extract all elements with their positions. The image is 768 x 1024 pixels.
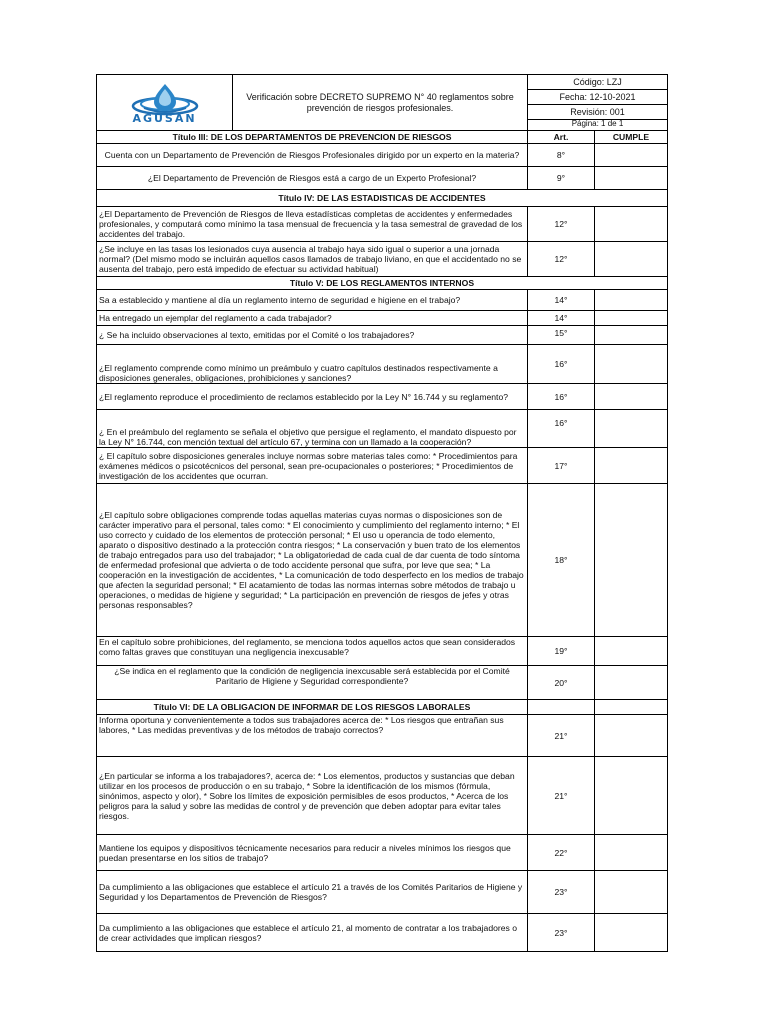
cumple-cell[interactable] xyxy=(595,448,668,484)
section-title-v: Título V: DE LOS REGLAMENTOS INTERNOS xyxy=(97,277,668,290)
question-text: ¿El Departamento de Prevención de Riesgos de lleva estadísticas completas de accidentes y enfermedades profesionales, y computará como mínimo la tasa mensual de frecuencia y la tasa semestral de gravedad de los accidentes del trabajo. xyxy=(97,207,528,242)
article-number: 16° xyxy=(528,345,595,384)
question-text: ¿Se incluye en las tasas los lesionados cuya ausencia al trabajo haya sido igual o superior a una jornada normal? (Del mismo modo se incluirán aquellos casos llamados de trabajo liviano, en que el accidentado no se ausenta del trabajo, pero está impedido de efectuar su actividad habitual) xyxy=(97,242,528,277)
cumple-cell[interactable] xyxy=(595,384,668,410)
document-title: Verificación sobre DECRETO SUPREMO N° 40 reglamentos sobre prevención de riesgos profesionales. xyxy=(233,75,528,131)
cumple-cell[interactable] xyxy=(595,484,668,637)
question-text: ¿El reglamento comprende como mínimo un preámbulo y cuatro capítulos destinados respectivamente a disposiciones generales, obligaciones, prohibiciones y sanciones? xyxy=(97,345,528,384)
question-text: Ha entregado un ejemplar del reglamento a cada trabajador? xyxy=(97,311,528,326)
cumple-cell[interactable] xyxy=(595,345,668,384)
question-text: ¿En particular se informa a los trabajadores?, acerca de: * Los elementos, productos y sustancias que deban utilizar en los procesos de producción o en su trabajo, * Sobre la identificación de los mismos (fórmula, sinónimos, aspecto y olor), * Sobre los límites de exposición permisibles de esos productos, * Acerca de los peligros para la salud y sobre las medidas de control y de prevención que deben adoptar para evitar tales riesgos. xyxy=(97,757,528,835)
question-text: Sa a establecido y mantiene al día un reglamento interno de seguridad e higiene en el trabajo? xyxy=(97,290,528,311)
article-number: 12° xyxy=(528,207,595,242)
water-drop-logo-icon xyxy=(130,82,200,116)
question-text: ¿ Se ha incluido observaciones al texto, emitidas por el Comité o los trabajadores? xyxy=(97,326,528,345)
cumple-cell[interactable] xyxy=(595,757,668,835)
question-text: ¿El Departamento de Prevención de Riesgos está a cargo de un Experto Profesional? xyxy=(97,167,528,190)
section-title-iii: Título III: DE LOS DEPARTAMENTOS DE PREVENCION DE RIESGOS xyxy=(97,131,528,144)
question-text: ¿El capítulo sobre obligaciones comprende todas aquellas materias cuyas normas o disposiciones son de carácter imperativo para el personal, tales como: * El conocimiento y cumplimiento del reglamento interno; * El uso correcto y cuidado de los elementos de protección personal; * El uso u operancia de todo elemento, aparato o dispositivo destinado a la protección contra riesgos; * La conservación y buen trato de los elementos de trabajo entregados para uso del trabajador; * La obligatoriedad de cada cual de dar cuenta de todo síntoma de enfermedad profesional que advierta o de todo accidente personal que sufra, por leve que sea; * La cooperación en la investigación de accidentes, * La comunicación de todo desperfecto en los medios de trabajo que afecten la seguridad personal; * El acatamiento de todas las normas internas sobre métodos de trabajo u operaciones, o medidas de higiene y seguridad; * La participación en prevención de riesgos de jefes y otras personas responsables? xyxy=(97,484,528,637)
cumple-cell[interactable] xyxy=(595,167,668,190)
cumple-cell[interactable] xyxy=(595,144,668,167)
article-number: 23° xyxy=(528,914,595,952)
cumple-cell[interactable] xyxy=(595,666,668,700)
question-text: En el capítulo sobre prohibiciones, del reglamento, se menciona todos aquellos actos que sean considerados como faltas graves que constituyan una negligencia inexcusable? xyxy=(97,637,528,666)
article-number: 14° xyxy=(528,311,595,326)
cumple-cell[interactable] xyxy=(595,871,668,914)
cumple-cell[interactable] xyxy=(595,242,668,277)
logo-text: AGUSAN xyxy=(132,111,197,125)
fecha-field: Fecha: 12-10-2021 xyxy=(528,90,668,105)
article-number: 17° xyxy=(528,448,595,484)
article-number: 23° xyxy=(528,871,595,914)
cumple-cell[interactable] xyxy=(595,835,668,871)
cumple-cell[interactable] xyxy=(595,410,668,448)
article-number: 19° xyxy=(528,637,595,666)
question-text: Da cumplimiento a las obligaciones que establece el artículo 21 a través de los Comités Paritarios de Higiene y Seguridad y los Departamentos de Prevención de Riesgos? xyxy=(97,871,528,914)
logo-cell xyxy=(97,75,233,131)
cumple-column-header: CUMPLE xyxy=(595,131,668,144)
article-number: 20° xyxy=(528,666,595,700)
article-number: 21° xyxy=(528,715,595,757)
codigo-field: Código: LZJ xyxy=(528,75,668,90)
article-number: 18° xyxy=(528,484,595,637)
article-number: 16° xyxy=(528,384,595,410)
cumple-cell[interactable] xyxy=(595,207,668,242)
art-column-header: Art. xyxy=(528,131,595,144)
company-logo xyxy=(97,82,232,124)
cumple-cell[interactable] xyxy=(595,326,668,345)
article-number: 16° xyxy=(528,410,595,448)
cumple-cell[interactable] xyxy=(595,311,668,326)
pagina-field: Página: 1 de 1 xyxy=(528,120,668,131)
question-text: ¿El reglamento reproduce el procedimiento de reclamos establecido por la Ley N° 16.744 y su reglamento? xyxy=(97,384,528,410)
article-number: 9° xyxy=(528,167,595,190)
cumple-cell[interactable] xyxy=(595,715,668,757)
cumple-cell[interactable] xyxy=(595,637,668,666)
article-number: 12° xyxy=(528,242,595,277)
question-text: Cuenta con un Departamento de Prevención de Riesgos Profesionales dirigido por un experto en la materia? xyxy=(97,144,528,167)
article-number: 22° xyxy=(528,835,595,871)
section-title-vi: Título VI: DE LA OBLIGACION DE INFORMAR DE LOS RIESGOS LABORALES xyxy=(97,700,528,715)
question-text: ¿ El capítulo sobre disposiciones generales incluye normas sobre materias tales como: * Procedimientos para exámenes médicos o psicotécnicos del personal, sean pre-ocupacionales o posteriores; * Procedimientos de investigación de los accidentes que ocurran. xyxy=(97,448,528,484)
question-text: ¿ En el preámbulo del reglamento se señala el objetivo que persigue el reglamento, el mandato dispuesto por la Ley N° 16.744, con mención textual del artículo 67, y termina con un llamado a la cooperación? xyxy=(97,410,528,448)
checklist-sheet xyxy=(96,74,667,952)
article-number: 21° xyxy=(528,757,595,835)
article-number: 8° xyxy=(528,144,595,167)
article-number: 14° xyxy=(528,290,595,311)
question-text: Mantiene los equipos y dispositivos técnicamente necesarios para reducir a niveles mínimos los riesgos que puedan presentarse en los sitios de trabajo? xyxy=(97,835,528,871)
cumple-cell[interactable] xyxy=(595,290,668,311)
question-text: Da cumplimiento a las obligaciones que establece el artículo 21, al momento de contratar a los trabajadores o de crear actividades que implican riesgos? xyxy=(97,914,528,952)
question-text: ¿Se indica en el reglamento que la condición de negligencia inexcusable será establecida por el Comité Paritario de Higiene y Seguridad correspondiente? xyxy=(97,666,528,700)
cumple-cell[interactable] xyxy=(595,914,668,952)
revision-field: Revisión: 001 xyxy=(528,105,668,120)
checklist-table xyxy=(96,74,668,952)
article-number: 15° xyxy=(528,326,595,345)
question-text: Informa oportuna y convenientemente a todos sus trabajadores acerca de: * Los riesgos que entrañan sus labores, * Las medidas preventivas y de los métodos de trabajo correctos? xyxy=(97,715,528,757)
section-title-iv: Título IV: DE LAS ESTADISTICAS DE ACCIDENTES xyxy=(97,190,668,207)
